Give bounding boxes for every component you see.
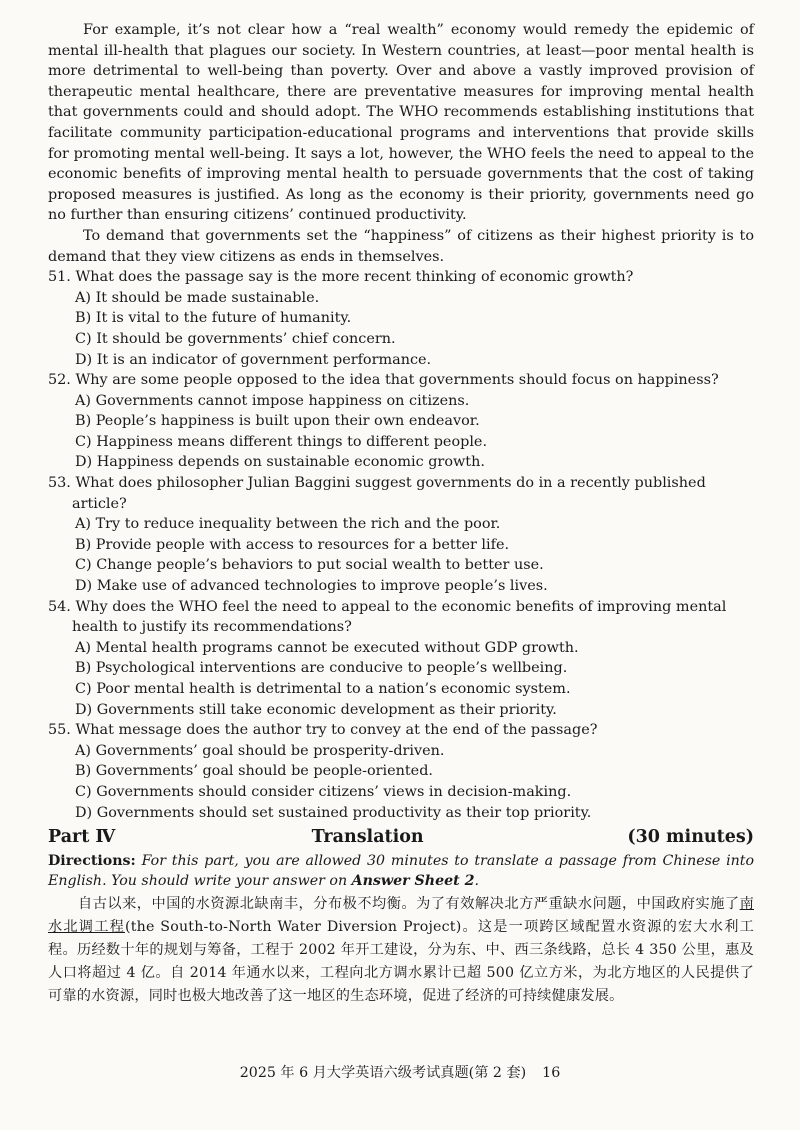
answer-option: C) Change people’s behaviors to put social wealth to better use. <box>75 557 544 574</box>
part-header <box>48 825 754 849</box>
part-title: Translation <box>311 827 424 848</box>
answer-option: D) It is an indicator of government performance. <box>75 351 432 368</box>
part-time: (30 minutes) <box>627 827 754 848</box>
page-content <box>48 20 754 1022</box>
directions-text: For this part, you are allowed 30 minutes to translate a passage from Chinese into English. You should write your answer on <box>48 853 754 890</box>
answer-option: D) Make use of advanced technologies to improve people’s lives. <box>75 578 548 595</box>
part-label: Part Ⅳ <box>48 827 116 848</box>
question-block <box>48 267 754 370</box>
answer-option: D) Governments still take economic development as their priority. <box>75 701 557 718</box>
answer-option: B) Governments’ goal should be people-oriented. <box>75 763 433 780</box>
translation-passage <box>48 893 754 1008</box>
answer-option: A) Governments cannot impose happiness on citizens. <box>75 392 470 409</box>
directions <box>48 851 754 891</box>
footer-title: 2025 年 6 月大学英语六级考试真题(第 2 套) <box>239 1065 527 1081</box>
question-block <box>48 370 754 473</box>
directions-end: . <box>474 873 480 890</box>
answer-option: A) It should be made sustainable. <box>75 289 320 306</box>
question-block <box>48 473 754 597</box>
answer-option: D) Happiness depends on sustainable economic growth. <box>75 454 485 471</box>
question-stem: 55. What message does the author try to convey at the end of the passage? <box>48 722 598 739</box>
answer-option: D) Governments should set sustained productivity as their top priority. <box>75 804 592 821</box>
passage-paragraph-2: To demand that governments set the “happiness” of citizens as their highest priority is to demand that they view citizens as ends in themselves. <box>48 227 754 265</box>
answer-option: A) Governments’ goal should be prosperity-driven. <box>75 742 445 759</box>
answer-option: B) Provide people with access to resources for a better life. <box>75 536 510 553</box>
question-stem: 54. Why does the WHO feel the need to appeal to the economic benefits of improving mental health to justify its recommendations? <box>48 598 727 636</box>
answer-option: C) Happiness means different things to different people. <box>75 433 488 450</box>
answer-option: C) It should be governments’ chief concern. <box>75 330 396 347</box>
answer-sheet-label: Answer Sheet 2 <box>351 873 475 890</box>
question-stem: 53. What does philosopher Julian Baggini suggest governments do in a recently published article? <box>48 475 706 512</box>
answer-option: A) Try to reduce inequality between the rich and the poor. <box>75 516 501 533</box>
answer-option: B) People’s happiness is built upon their own endeavor. <box>75 413 480 430</box>
question-stem: 52. Why are some people opposed to the idea that governments should focus on happiness? <box>48 372 719 389</box>
passage-paragraph-1: For example, it’s not clear how a “real wealth” economy would remedy the epidemic of mental ill-health that plagues our society. In Western countries, at least—poor mental health is more detrimental to well-being than poverty. Over and above a vastly improved provision of therapeutic mental healthcare, there are preventative measures for improving mental health that governments could and should adopt. The WHO recommends establishing institutions that facilitate community participation-educational programs and interventions that provide skills for promoting mental well-being. It says a lot, however, the WHO feels the need to appeal to the economic benefits of improving mental health to persuade governments that the cost of taking proposed measures is justified. As long as the economy is their priority, governments need go no further than ensuring citizens’ continued productivity. <box>48 22 754 224</box>
translation-underlined-term: 南水北调工程 <box>48 896 754 936</box>
page-footer <box>0 1062 800 1082</box>
answer-option: B) Psychological interventions are conducive to people’s wellbeing. <box>75 660 568 677</box>
answer-option: C) Poor mental health is detrimental to a nation’s economic system. <box>75 681 571 697</box>
page-number: 16 <box>542 1065 561 1081</box>
question-list <box>48 267 754 823</box>
directions-label: Directions: <box>48 853 136 870</box>
translation-text-start: 自古以来，中国的水资源北缺南丰，分布极不均衡。为了有效解决北方严重缺水问题，中国政府实施了 <box>78 896 740 913</box>
question-stem: 51. What does the passage say is the more recent thinking of economic growth? <box>48 269 634 286</box>
question-block <box>48 597 754 721</box>
answer-option: B) It is vital to the future of humanity. <box>75 310 352 327</box>
answer-option: C) Governments should consider citizens’ views in decision-making. <box>75 783 572 800</box>
translation-text-end: (the South-to-North Water Diversion Project)。这是一项跨区域配置水资源的宏大水利工程。历经数十年的规划与筹备，工程于 2002 年开工建设，分为东、中、西三条线路，总长 4 350 公里，惠及人口将超过 4 亿。自 2014 年通水以来，工程向北方调水累计已超 500 亿立方米，为北方地区的人民提供了可靠的水资源，同时也极大地改善了这一地区的生态环境，促进了经济的可持续健康发展。 <box>48 919 754 1005</box>
question-block <box>48 720 754 823</box>
answer-option: A) Mental health programs cannot be executed without GDP growth. <box>75 639 579 656</box>
